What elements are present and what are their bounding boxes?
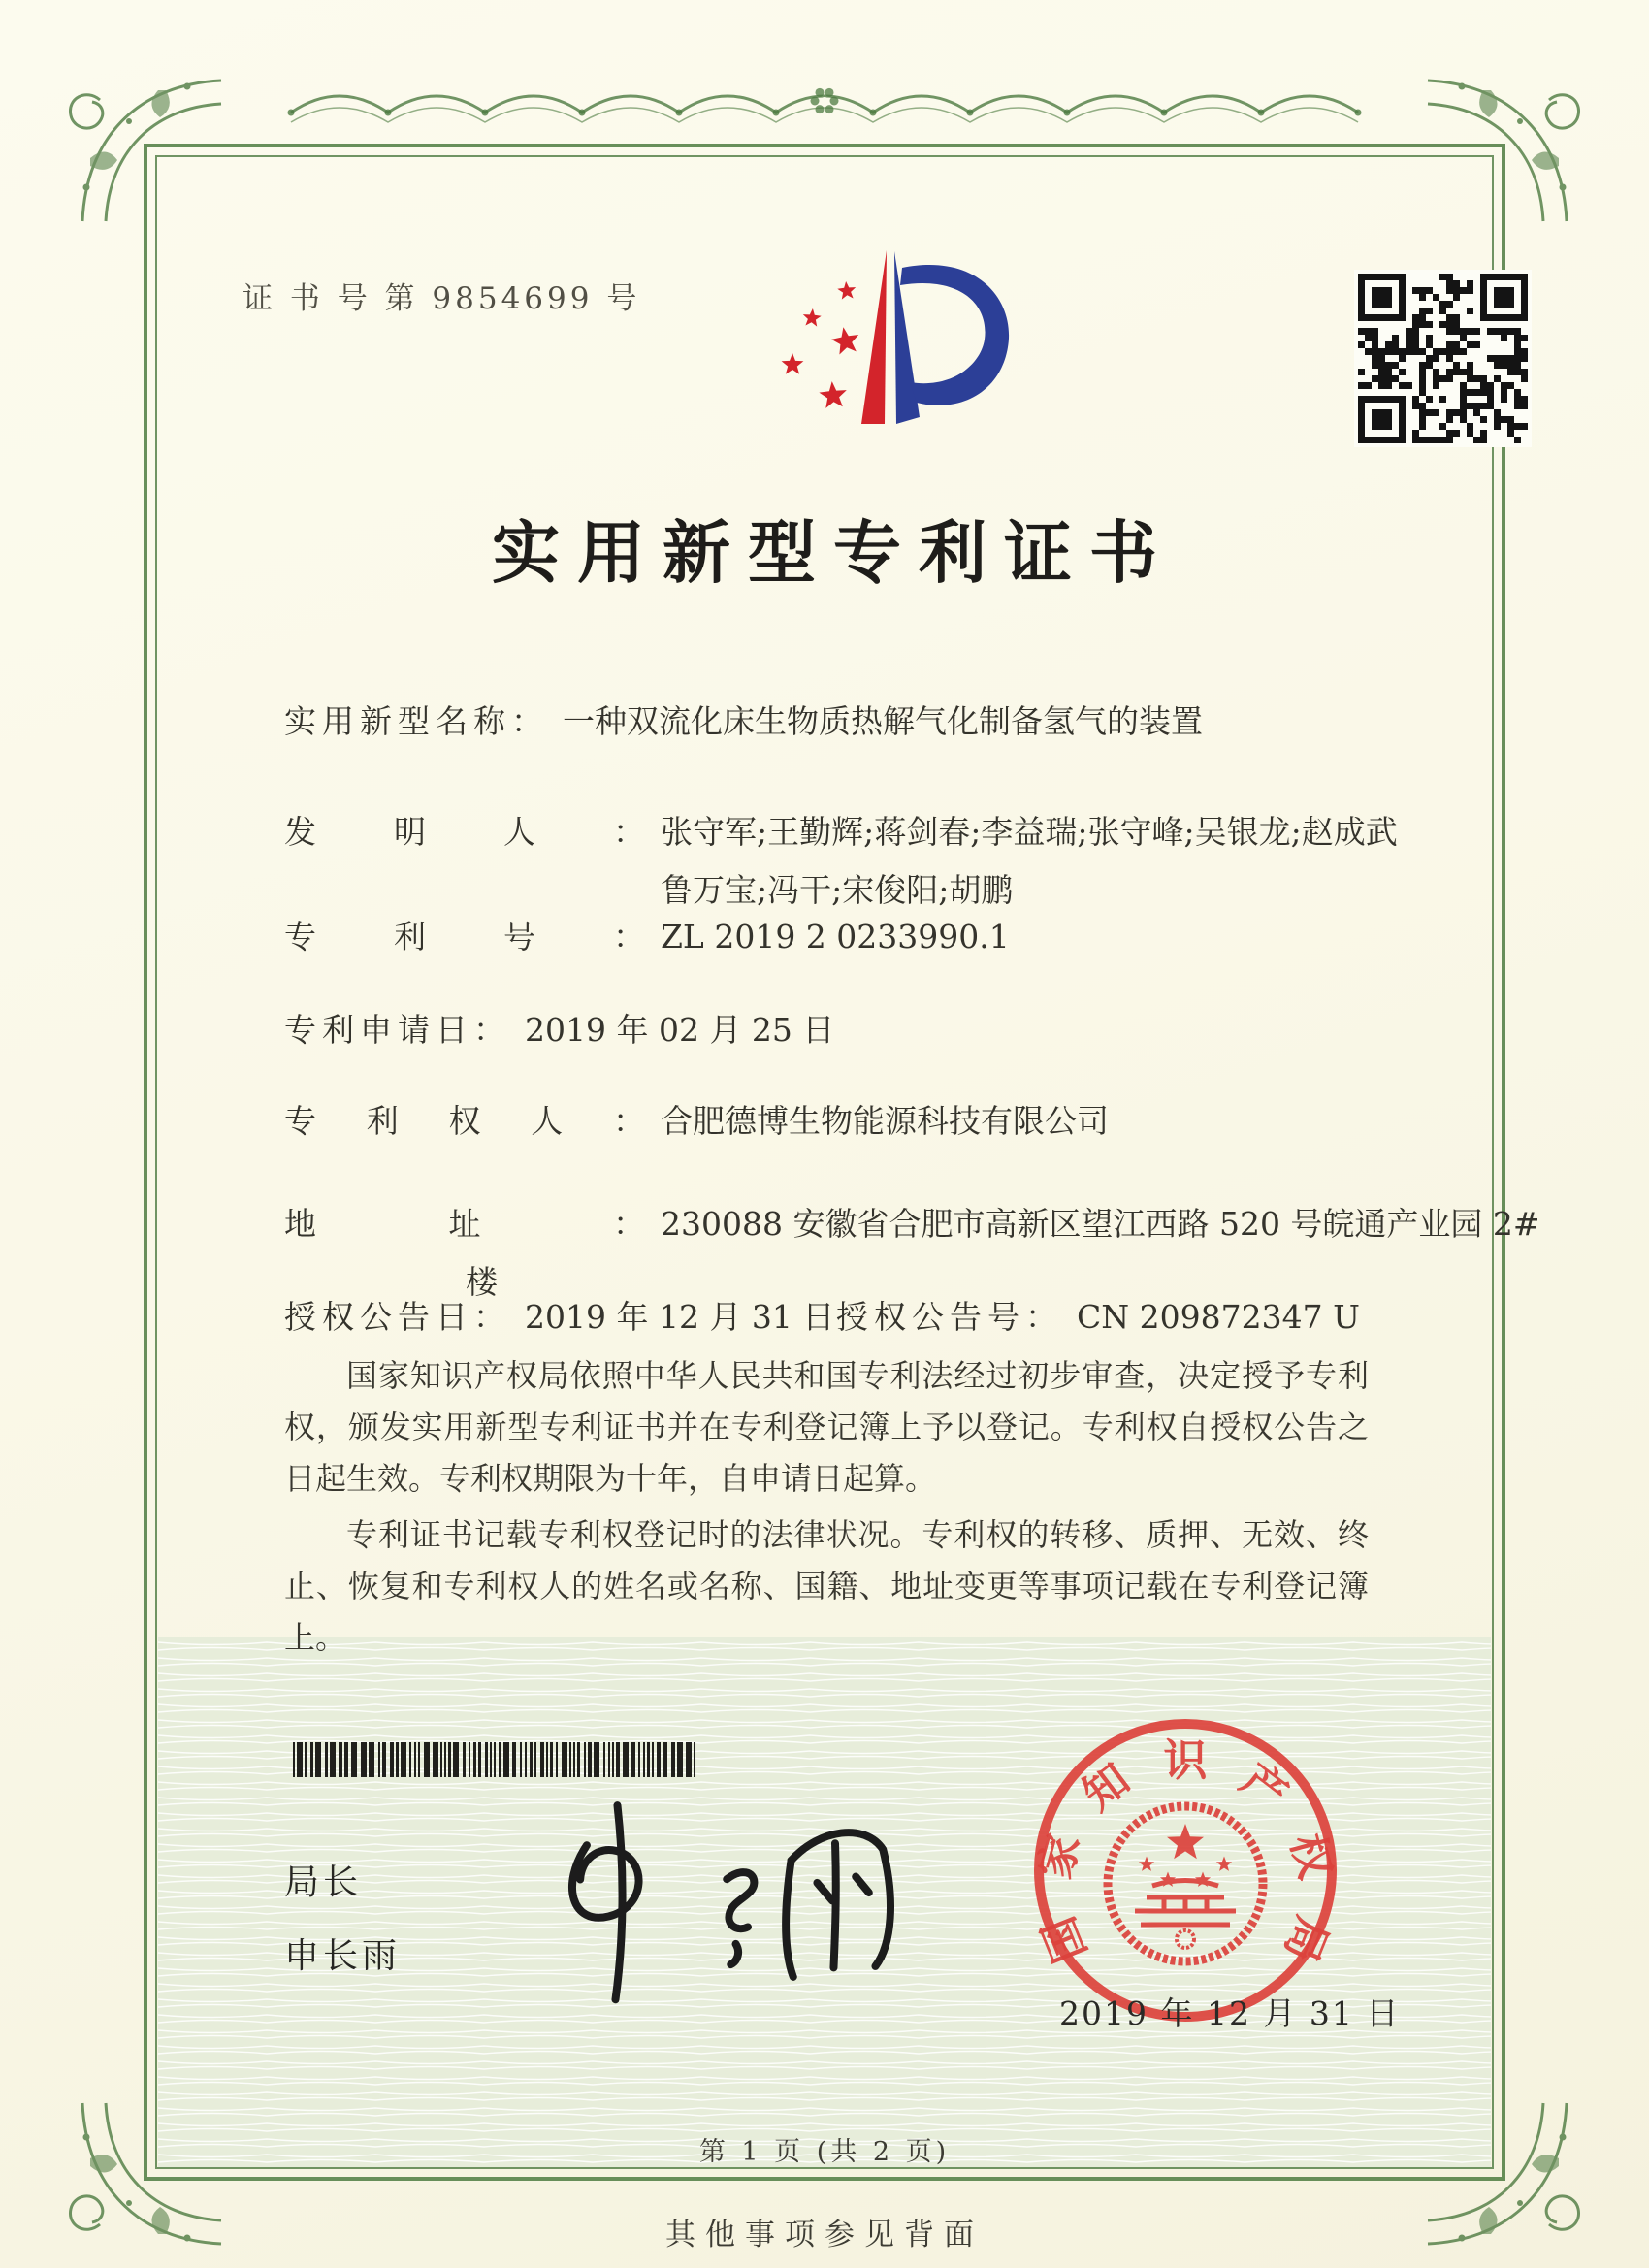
field-label-grant-no: 授权公告号： [836, 1298, 1063, 1336]
field-row-name [284, 697, 1203, 742]
field-row-patentee [284, 1096, 1109, 1142]
field-label-address: 地址： [284, 1205, 645, 1243]
field-value-inventors-line2: 鲁万宝;冯干;宋俊阳;胡鹏 [661, 871, 1014, 909]
legal-paragraph-1: 国家知识产权局依照中华人民共和国专利法经过初步审查，决定授予专利权，颁发实用新型专利证书并在专利登记簿上予以登记。专利权自授权公告之日起生效。专利权期限为十年，自申请日起算。 [284, 1357, 1369, 1497]
field-value-filing-date: 2019 年 02 月 25 日 [525, 1011, 835, 1049]
field-label-filing-date: 专利申请日： [284, 1011, 511, 1049]
director-signature [525, 1780, 940, 2023]
svg-text:产: 产 [1231, 1753, 1298, 1821]
field-row-grant-date [284, 1292, 834, 1338]
svg-text:知: 知 [1073, 1753, 1140, 1821]
qr-code [1354, 270, 1532, 447]
field-value-address-line2: 楼 [466, 1263, 498, 1301]
field-value-patentee: 合肥德博生物能源科技有限公司 [661, 1102, 1109, 1140]
certificate-number: 证 书 号 第 9854699 号 [242, 281, 641, 316]
field-label-patentee: 专利权人： [284, 1102, 645, 1140]
field-label-name: 实用新型名称： [284, 702, 549, 740]
logo-p-mark [861, 250, 1009, 424]
field-label-inventors: 发明人： [284, 813, 645, 851]
footer-note: 其他事项参见背面 [665, 2218, 984, 2252]
director-name: 申长雨 [284, 1936, 402, 1976]
barcode [291, 1742, 704, 1777]
logo-stars [782, 281, 859, 408]
field-label-grant-date: 授权公告日： [284, 1298, 511, 1336]
field-value-inventors-line1: 张守军;王勤辉;蒋剑春;李益瑞;张守峰;吴银龙;赵成武 [661, 813, 1398, 851]
top-garland-ornament [281, 72, 1368, 136]
director-title: 局长 [284, 1863, 363, 1902]
field-value-grant-date: 2019 年 12 月 31 日 [525, 1298, 835, 1336]
field-value-grant-no: CN 209872347 U [1077, 1298, 1360, 1336]
field-row-inventors [284, 807, 1398, 853]
svg-text:家: 家 [1028, 1828, 1090, 1885]
page-info: 第 1 页 (共 2 页) [698, 2137, 951, 2167]
field-value-name: 一种双流化床生物质热解气化制备氢气的装置 [563, 702, 1203, 740]
field-row-grant-no [836, 1292, 1360, 1338]
corner-flourish-top-right [1423, 61, 1588, 226]
field-value-address-line1: 230088 安徽省合肥市高新区望江西路 520 号皖通产业园 2# [661, 1205, 1540, 1243]
svg-text:识: 识 [1163, 1734, 1208, 1786]
svg-text:权: 权 [1280, 1828, 1342, 1885]
cnipa-logo [752, 243, 1023, 464]
field-row-filing-date [284, 1005, 834, 1051]
field-row-patent-no [284, 912, 1010, 957]
seal-date: 2019 年 12 月 31 日 [1059, 1994, 1401, 2032]
corner-flourish-top-left [61, 61, 226, 226]
field-row-address [284, 1199, 1540, 1245]
certificate-title: 实用新型专利证书 [492, 512, 1175, 593]
svg-text:国: 国 [1032, 1909, 1097, 1970]
svg-text:局: 局 [1274, 1909, 1339, 1970]
seal-national-emblem [1108, 1806, 1263, 1961]
field-value-patent-no: ZL 2019 2 0233990.1 [661, 918, 1010, 956]
legal-paragraph-2: 专利证书记载专利权登记时的法律状况。专利权的转移、质押、无效、终止、恢复和专利权人的姓名或名称、国籍、地址变更等事项记载在专利登记簿上。 [284, 1516, 1369, 1656]
field-label-patent-no: 专利号： [284, 918, 645, 956]
